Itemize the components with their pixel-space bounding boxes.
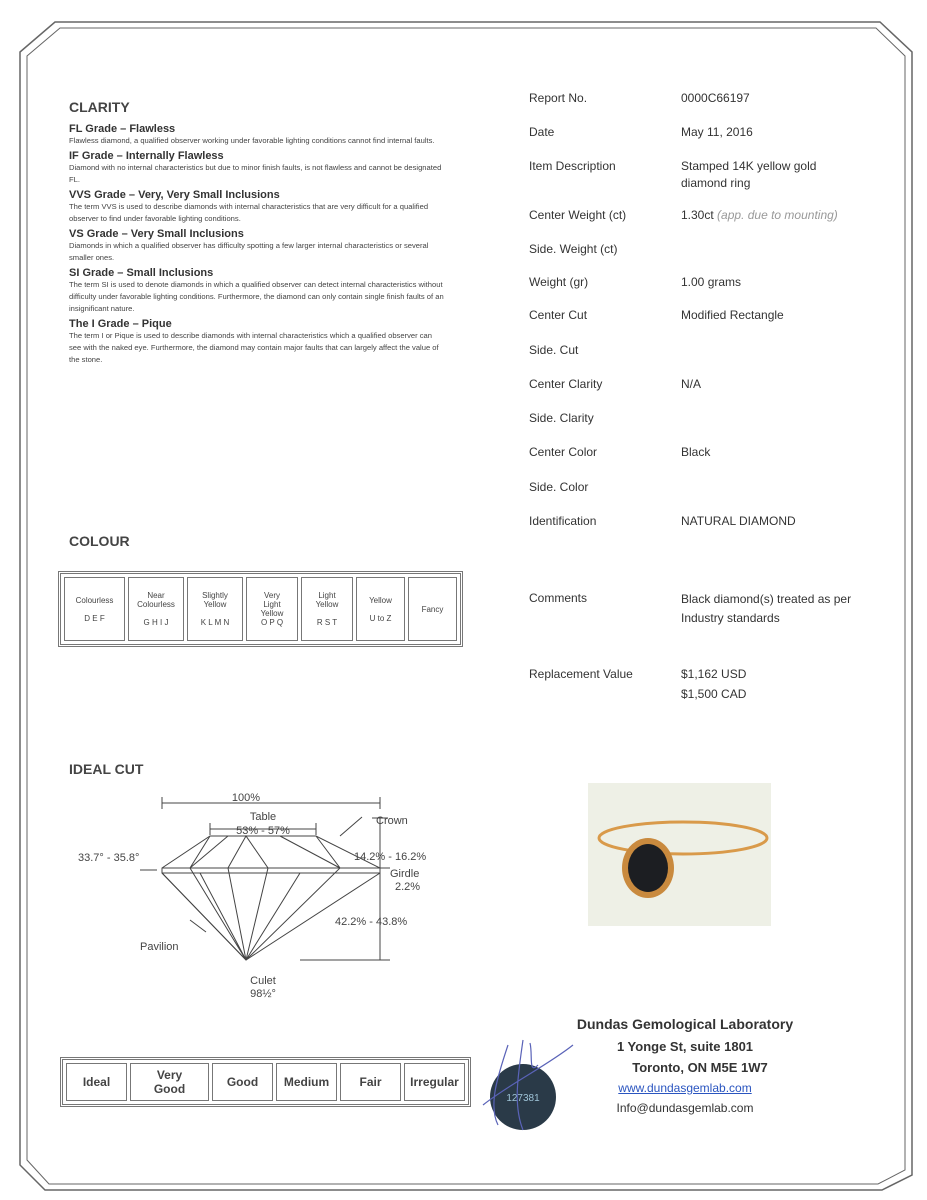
ideal-cut-title: IDEAL CUT (69, 761, 144, 777)
grade-text: Diamond with no internal characteristics but due to minor finish faults, is not flawless and cannot be designated FL. (69, 163, 442, 184)
field-label: Side. Weight (ct) (529, 242, 618, 256)
field-label: Weight (gr) (529, 275, 589, 289)
colour-cell: Yellow U to Z (356, 577, 405, 641)
diagram-label: 98½° (250, 988, 276, 1000)
lab-name: Dundas Gemological Laboratory (576, 1016, 794, 1032)
grade-text: Flawless diamond, a qualified observer working under favorable lighting conditions cannot find internal faults. (69, 136, 435, 145)
field-value: Black diamond(s) treated as per Industry standards (681, 592, 852, 625)
field-value: $1,500 CAD (681, 687, 747, 701)
grade-heading: SI Grade – Small Inclusions (69, 267, 214, 279)
field-label: Date (529, 125, 555, 139)
field-value: 0000C66197 (681, 91, 750, 105)
field-label: Center Cut (529, 308, 588, 322)
diamond-proportions-diagram (0, 0, 470, 1010)
colour-cell: Fancy (408, 577, 457, 641)
lab-address-line2: Toronto, ON M5E 1W7 (632, 1060, 768, 1075)
diagram-label: 53% - 57% (236, 825, 290, 837)
diagram-label: 14.2% - 16.2% (354, 851, 427, 863)
seal-number: 127381 (506, 1093, 540, 1104)
clarity-title: CLARITY (69, 99, 130, 115)
cut-grade-cell: Ideal (66, 1063, 127, 1101)
diagram-label: 42.2% - 43.8% (335, 916, 408, 928)
signature-and-seal (478, 1035, 578, 1140)
cut-grade-cell: Very Good (130, 1063, 209, 1101)
diagram-label: 33.7° - 35.8° (78, 852, 140, 864)
cut-grade-cell: Medium (276, 1063, 337, 1101)
field-value: N/A (681, 377, 702, 391)
field-value: $1,162 USD (681, 667, 747, 681)
field-label: Center Weight (ct) (529, 208, 627, 222)
field-value: NATURAL DIAMOND (681, 514, 796, 528)
cut-grade-table (60, 1057, 471, 1107)
field-label: Side. Cut (529, 343, 579, 357)
field-value: Stamped 14K yellow gold diamond ring (681, 159, 817, 190)
grade-heading: FL Grade – Flawless (69, 123, 176, 135)
grade-text: The term I or Pique is used to describe diamonds with internal characteristics which a qualified observer can see with the naked eye. Furthermore, the diamond may contain major faults that can largely affect the value of the stone. (69, 331, 439, 364)
field-value: May 11, 2016 (681, 125, 753, 139)
diagram-label: Culet (250, 975, 276, 987)
field-note: (app. due to mounting) (717, 208, 838, 222)
grade-heading: VS Grade – Very Small Inclusions (69, 228, 244, 240)
field-label: Side. Color (529, 480, 589, 494)
field-value: 1.30ct (681, 208, 714, 222)
colour-cell: Light Yellow R S T (301, 577, 353, 641)
field-label: Item Description (529, 159, 616, 173)
field-label: Identification (529, 514, 597, 528)
grade-text: The term VVS is used to describe diamonds with internal characteristics that are very difficult for a qualified observer to find under favorable lighting conditions. (69, 202, 429, 223)
diagram-label: Crown (376, 815, 408, 827)
colour-cell: Slightly Yellow K L M N (187, 577, 243, 641)
ring-photo (588, 783, 771, 926)
cut-grade-cell: Good (212, 1063, 273, 1101)
grade-heading: The I Grade – Pique (69, 318, 172, 330)
field-value: Modified Rectangle (681, 308, 784, 322)
field-value: Black (681, 445, 711, 459)
grade-text: The term SI is used to denote diamonds in which a qualified observer can detect internal characteristics without difficulty under favorable lighting conditions. Furthermore, the diamond can only contain single finish faults of an insignificant nature. (69, 280, 444, 313)
diagram-label: Table (249, 811, 277, 823)
lab-website-link[interactable]: www.dundasgemlab.com (618, 1081, 752, 1095)
field-label: Center Color (529, 445, 598, 459)
colour-cell: Near Colourless G H I J (128, 577, 184, 641)
diagram-label: 100% (231, 792, 261, 804)
field-label: Comments (529, 591, 588, 605)
grade-heading: VVS Grade – Very, Very Small Inclusions (69, 189, 280, 201)
field-value: 1.00 grams (681, 275, 742, 289)
colour-cell: Very Light Yellow O P Q (246, 577, 298, 641)
colour-cell: Colourless D E F (64, 577, 125, 641)
field-label: Side. Clarity (529, 411, 594, 425)
diagram-label: 2.2% (395, 881, 421, 893)
field-label: Replacement Value (529, 667, 633, 681)
colour-title: COLOUR (69, 533, 130, 549)
field-label: Center Clarity (529, 377, 603, 391)
diagram-label: Girdle (390, 868, 420, 880)
grade-heading: IF Grade – Internally Flawless (69, 150, 224, 162)
grade-text: Diamonds in which a qualified observer has difficulty spotting a few larger internal characteristics or several smaller ones. (69, 241, 429, 262)
cut-grade-cell: Irregular (404, 1063, 465, 1101)
field-label: Report No. (529, 91, 588, 105)
cut-grade-cell: Fair (340, 1063, 401, 1101)
diagram-label: Pavilion (140, 941, 179, 953)
lab-address-line1: 1 Yonge St, suite 1801 (616, 1039, 754, 1054)
lab-email: Info@dundasgemlab.com (616, 1101, 754, 1115)
